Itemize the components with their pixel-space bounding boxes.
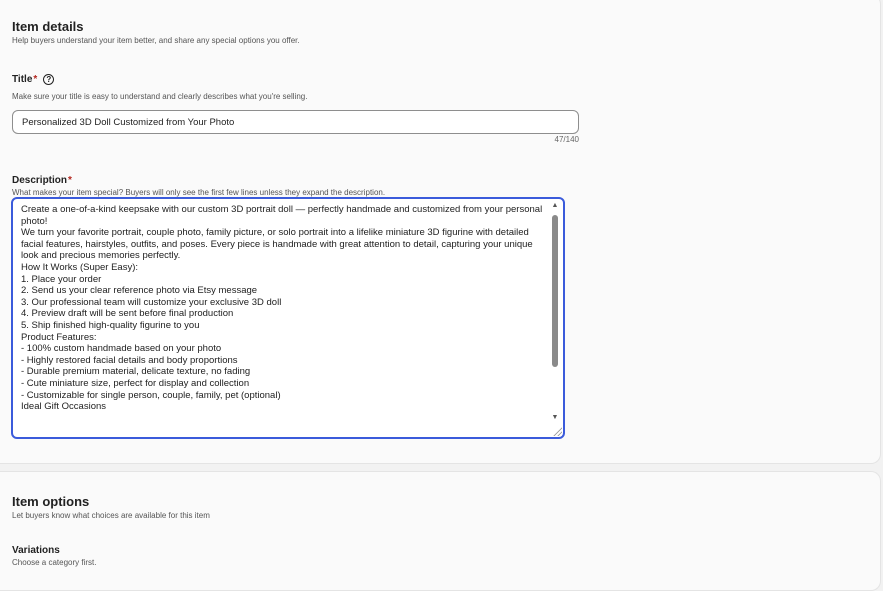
title-input[interactable] (12, 110, 579, 134)
resize-grip-icon[interactable] (552, 426, 562, 436)
item-options-heading: Item options (12, 494, 90, 509)
scroll-up-arrow-icon[interactable]: ▲ (551, 202, 559, 209)
scroll-down-arrow-icon[interactable]: ▼ (551, 414, 559, 421)
variations-help-text: Choose a category first. (12, 558, 97, 567)
required-asterisk: * (68, 175, 72, 186)
scroll-thumb[interactable] (552, 215, 558, 367)
title-char-counter: 47/140 (554, 135, 579, 144)
item-options-subheading: Let buyers know what choices are available for this item (12, 511, 210, 520)
item-details-heading: Item details (12, 19, 84, 34)
description-text[interactable]: Create a one-of-a-kind keepsake with our custom 3D portrait doll — perfectly handmade and customized from your personal photo! We turn your favorite portrait, couple photo, family picture, or solo portrait into a lifelike miniature 3D figurine with detailed facial features, hairstyles, outfits, and poses. Every piece is handmade with great attention to detail, capturing your unique look and precious memories perfectly. How It Works (Super Easy): 1. Place your order 2. Send us your clear reference photo via Etsy message 3. Our professional team will customize your exclusive 3D doll 4. Preview draft will be sent before final production 5. Ship finished high-quality figurine to you Product Features: - 100% custom handmade based on your photo - Highly restored facial details and body proportions - Durable premium material, delicate texture, no fading - Cute miniature size, perfect for display and collection - Customizable for single person, couple, family, pet (optional) Ideal Gift Occasions (21, 204, 543, 413)
required-asterisk: * (33, 74, 38, 85)
description-textarea[interactable] (11, 197, 565, 439)
title-label-text: Title (12, 74, 33, 85)
variations-label: Variations (12, 545, 60, 556)
description-scrollbar[interactable] (549, 201, 561, 423)
title-label (12, 74, 54, 85)
description-label (12, 175, 72, 186)
title-help-text: Make sure your title is easy to understand and clearly describes what you're selling. (12, 92, 308, 101)
item-options-card (0, 471, 881, 591)
description-label-text: Description (12, 175, 68, 186)
question-circle-icon[interactable]: ? (43, 74, 54, 85)
item-details-subheading: Help buyers understand your item better, and share any special options you offer. (12, 36, 300, 45)
description-help-text: What makes your item special? Buyers will only see the first few lines unless they expand the description. (12, 188, 386, 197)
